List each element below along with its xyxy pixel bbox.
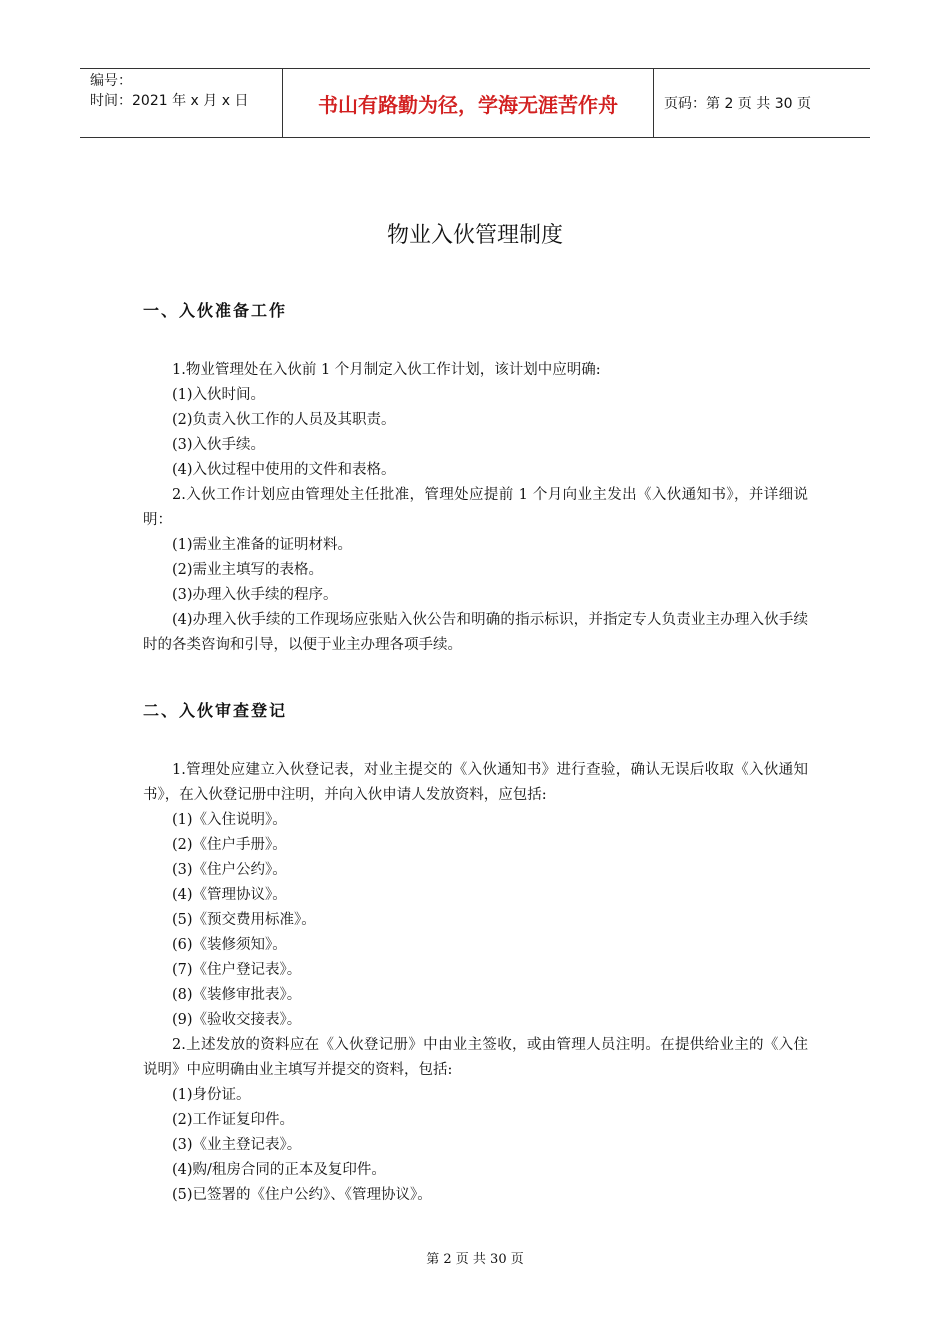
header-meta [80, 69, 282, 137]
paragraph: (4)《管理协议》。 [172, 887, 287, 903]
paragraph: (5)《预交费用标准》。 [172, 912, 316, 928]
section-body-2 [143, 758, 808, 1208]
paragraph: (1)入伙时间。 [172, 387, 266, 403]
section-heading-2: 二、入伙审查登记 [143, 701, 288, 720]
paragraph: (3)入伙手续。 [172, 437, 266, 453]
paragraph: 2.上述发放的资料应在《入伙登记册》中由业主签收，或由管理人员注明。在提供给业主的《入住说明》中应明确由业主填写并提交的资料，包括: [143, 1037, 808, 1078]
paragraph: (4)购/租房合同的正本及复印件。 [172, 1162, 386, 1178]
paragraph: (6)《装修须知》。 [172, 937, 287, 953]
paragraph: (2)《住户手册》。 [172, 837, 287, 853]
section-heading-1: 一、入伙准备工作 [143, 301, 288, 320]
header-motto: 书山有路勤为径，学海无涯苦作舟 [282, 69, 654, 137]
paragraph: (4)入伙过程中使用的文件和表格。 [172, 462, 396, 478]
paragraph: (3)办理入伙手续的程序。 [172, 587, 338, 603]
paragraph: (1)需业主准备的证明材料。 [172, 537, 353, 553]
paragraph: (5)已签署的《住户公约》、《管理协议》。 [172, 1187, 432, 1203]
paragraph: (1)身份证。 [172, 1087, 251, 1103]
paragraph: (3)《业主登记表》。 [172, 1137, 302, 1153]
paragraph: (7)《住户登记表》。 [172, 962, 302, 978]
paragraph: (2)负责入伙工作的人员及其职责。 [172, 412, 396, 428]
paragraph: 1.管理处应建立入伙登记表，对业主提交的《入伙通知书》进行查验，确认无误后收取《入伙通知书》，在入伙登记册中注明，并向入伙申请人发放资料，应包括: [143, 762, 808, 803]
document-header [80, 68, 870, 138]
paragraph: 1.物业管理处在入伙前 1 个月制定入伙工作计划，该计划中应明确: [172, 362, 601, 378]
paragraph: (9)《验收交接表》。 [172, 1012, 302, 1028]
document-title: 物业入伙管理制度 [386, 223, 563, 248]
paragraph: (4)办理入伙手续的工作现场应张贴入伙公告和明确的指示标识，并指定专人负责业主办理入伙手续时的各类咨询和引导，以便于业主办理各项手续。 [143, 612, 808, 653]
section-body-1 [143, 358, 808, 658]
paragraph: (8)《装修审批表》。 [172, 987, 302, 1003]
time-label: 时间：2021 年 x 月 x 日 [90, 93, 249, 109]
page-footer: 第 2 页 共 30 页 [426, 1252, 524, 1267]
paragraph: (2)工作证复印件。 [172, 1112, 295, 1128]
paragraph: (1)《入住说明》。 [172, 812, 287, 828]
number-label: 编号： [90, 73, 132, 89]
paragraph: (2)需业主填写的表格。 [172, 562, 324, 578]
header-page-info: 页码：第 2 页 共 30 页 [664, 96, 811, 112]
paragraph: (3)《住户公约》。 [172, 862, 287, 878]
paragraph: 2.入伙工作计划应由管理处主任批准，管理处应提前 1 个月向业主发出《入伙通知书》，并详细说明： [143, 487, 808, 528]
